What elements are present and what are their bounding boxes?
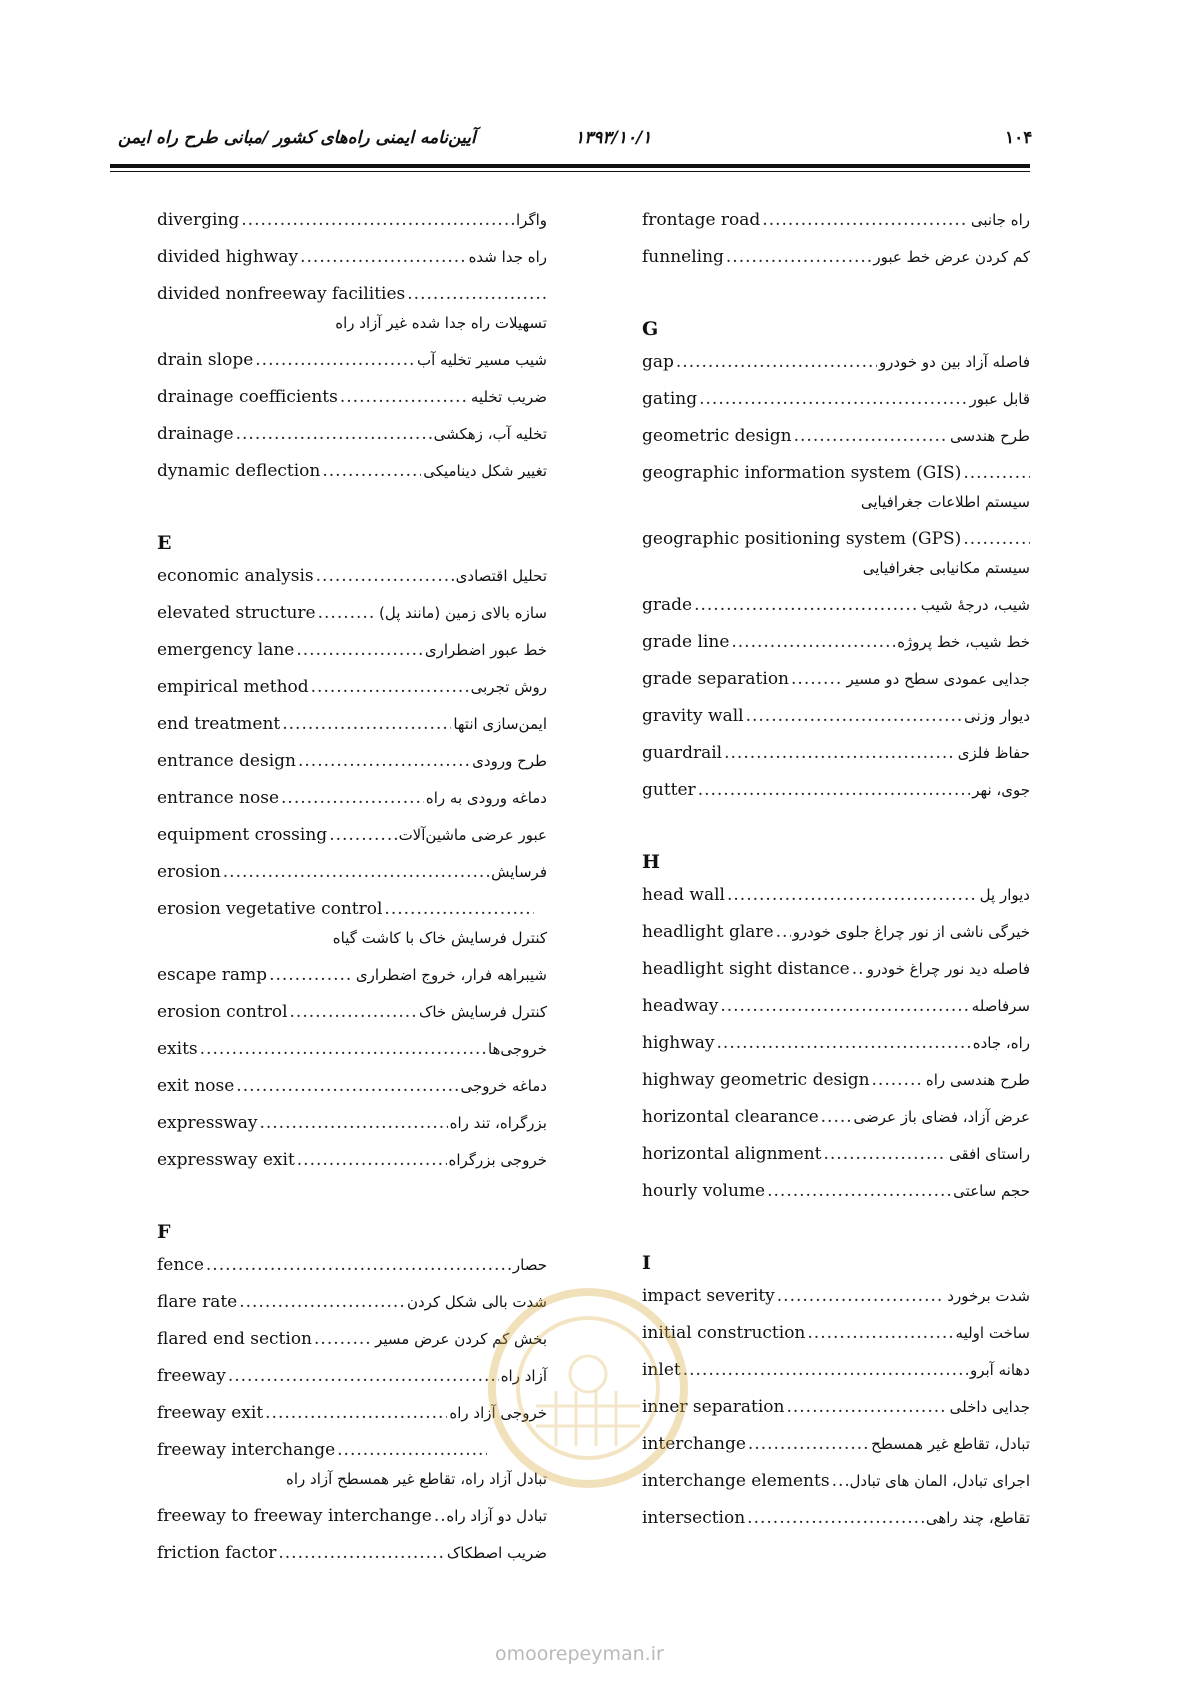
term-persian: حصار (512, 1256, 547, 1274)
term-persian: دیوار پل (979, 886, 1030, 904)
glossary-entry (157, 461, 547, 498)
glossary-entry (642, 706, 1030, 743)
glossary-entry (157, 965, 547, 1002)
term-persian: سیستم اطلاعات جغرافیایی (860, 493, 1030, 511)
leader-dots (963, 463, 1030, 483)
header-rule-thin (110, 171, 1030, 172)
term-english: expressway (157, 1113, 258, 1133)
glossary-entry (157, 788, 547, 825)
glossary-entry (157, 751, 547, 788)
term-english: geographic positioning system (GPS) (642, 529, 962, 549)
term-english: guardrail (642, 743, 723, 763)
term-persian: شیب، درجهٔ شیب (920, 596, 1030, 614)
term-persian: جدایی داخلی (949, 1398, 1030, 1416)
term-persian: تبادل، تقاطع غیر همسطح (871, 1435, 1030, 1453)
term-english: drainage coefficients (157, 387, 338, 407)
glossary-entry (157, 1292, 547, 1329)
term-english: frontage road (642, 210, 761, 230)
term-english: equipment crossing (157, 825, 328, 845)
glossary-entry (157, 714, 547, 751)
term-english: diverging (157, 210, 240, 230)
leader-dots (726, 247, 871, 267)
section-letter: I (642, 1252, 651, 1274)
glossary-entry (642, 247, 1030, 284)
term-english: head wall (642, 885, 725, 905)
term-persian: تغییر شکل دینامیکی (423, 462, 547, 480)
term-persian: سرفاصله (971, 997, 1030, 1015)
term-persian: کنترل فرسایش خاک با کاشت گیاه (332, 929, 547, 947)
glossary-entry (642, 780, 1030, 817)
leader-dots (300, 247, 466, 267)
term-persian: خروجی‌ها (487, 1040, 547, 1058)
term-persian: دیوار وزنی (964, 707, 1030, 725)
term-persian: طرح هندسی (949, 427, 1030, 445)
term-persian: راه جانبی (970, 211, 1030, 229)
leader-dots (340, 387, 469, 407)
glossary-entry (642, 1144, 1030, 1181)
term-english: gravity wall (642, 706, 744, 726)
leader-dots (206, 1255, 511, 1275)
glossary-left-column (157, 210, 547, 1580)
leader-dots (318, 603, 377, 623)
term-persian: خروجی بزرگراه (448, 1151, 547, 1169)
term-english: entrance nose (157, 788, 280, 808)
page-number: ۱۰۴ (1005, 128, 1033, 148)
term-persian: راه جدا شده (468, 248, 547, 266)
term-english: interchange (642, 1434, 746, 1454)
leader-dots (727, 885, 978, 905)
leader-dots (748, 1434, 869, 1454)
term-english: gap (642, 352, 674, 372)
term-english: flared end section (157, 1329, 313, 1349)
term-persian: فرسایش (491, 863, 547, 881)
term-english: drainage (157, 424, 234, 444)
leader-dots (322, 461, 421, 481)
term-persian: حجم ساعتی (953, 1182, 1030, 1200)
leader-dots (720, 996, 969, 1016)
term-persian: خیرگی ناشی از نور چراغ جلوی خودرو (792, 923, 1030, 941)
leader-dots (794, 426, 948, 446)
section-letter: E (157, 532, 172, 554)
term-english: interchange elements (642, 1471, 830, 1491)
glossary-entry (157, 1039, 547, 1076)
term-english: inner separation (642, 1397, 785, 1417)
leader-dots (384, 899, 534, 919)
term-english: freeway to freeway interchange (157, 1506, 432, 1526)
section-letter: G (642, 318, 659, 340)
leader-dots (296, 640, 422, 660)
glossary-entry (157, 424, 547, 461)
watermark-url: omoorepeyman.ir (495, 1643, 664, 1665)
glossary-entry (157, 899, 547, 965)
leader-dots (311, 677, 469, 697)
leader-dots (717, 1033, 971, 1053)
leader-dots (694, 595, 919, 615)
leader-dots (316, 566, 454, 586)
glossary-entry (642, 1033, 1030, 1070)
term-persian: تحلیل اقتصادی (455, 567, 547, 585)
term-english: divided nonfreeway facilities (157, 284, 406, 304)
term-persian: شیبراهه فرار، خروج اضطراری (355, 966, 547, 984)
term-english: headlight glare (642, 922, 774, 942)
section-letter: F (157, 1221, 171, 1243)
glossary-entry (157, 284, 547, 350)
term-english: grade line (642, 632, 730, 652)
glossary-entry (642, 1107, 1030, 1144)
glossary-entry (157, 1255, 547, 1292)
term-persian: دماغه ورودی به راه (425, 789, 547, 807)
glossary-entry (642, 1434, 1030, 1471)
term-persian: تقاطع، چند راهی (925, 1509, 1030, 1527)
term-persian: جدایی عمودی سطح دو مسیر (846, 670, 1030, 688)
glossary-entry (157, 1329, 547, 1366)
leader-dots (731, 632, 895, 652)
leader-dots (777, 1286, 945, 1306)
leader-dots (776, 922, 791, 942)
term-persian: تبادل آزاد راه، تقاطع غیر همسطح آزاد راه (286, 1470, 547, 1488)
glossary-entry (157, 862, 547, 899)
leader-dots (767, 1181, 951, 1201)
glossary-entry (642, 885, 1030, 922)
term-persian: راه، جاده (972, 1034, 1030, 1052)
term-english: economic analysis (157, 566, 314, 586)
term-english: horizontal alignment (642, 1144, 822, 1164)
glossary-entry (642, 1508, 1030, 1545)
term-english: funneling (642, 247, 724, 267)
leader-dots (329, 825, 396, 845)
glossary-entry (157, 210, 547, 247)
header-date: ۱۳۹۳/۱۰/۱ (575, 128, 652, 148)
glossary-entry (642, 595, 1030, 632)
term-english: elevated structure (157, 603, 316, 623)
leader-dots (872, 1070, 924, 1090)
leader-dots (832, 1471, 848, 1491)
leader-dots (746, 706, 962, 726)
term-english: dynamic deflection (157, 461, 321, 481)
term-persian: خروجی آزاد راه (449, 1404, 547, 1422)
term-persian: روش تجربی (470, 678, 547, 696)
leader-dots (269, 965, 354, 985)
leader-dots (236, 424, 432, 444)
leader-dots (236, 1076, 458, 1096)
term-english: grade separation (642, 669, 790, 689)
term-persian: کنترل فرسایش خاک (418, 1003, 547, 1021)
term-persian: طرح هندسی راه (925, 1071, 1030, 1089)
term-english: drain slope (157, 350, 254, 370)
term-persian: عرض آزاد، فضای باز عرضی (853, 1108, 1030, 1126)
glossary-entry (157, 677, 547, 714)
term-english: inlet (642, 1360, 681, 1380)
glossary-entry (157, 566, 547, 603)
leader-dots (683, 1360, 968, 1380)
term-persian: بزرگراه، تند راه (449, 1114, 547, 1132)
term-english: gutter (642, 780, 696, 800)
term-english: end treatment (157, 714, 281, 734)
glossary-entry (642, 959, 1030, 996)
glossary-entry (642, 1181, 1030, 1218)
leader-dots (852, 959, 865, 979)
leader-dots (200, 1039, 486, 1059)
term-persian: ساخت اولیه (955, 1324, 1030, 1342)
glossary-entry (642, 1471, 1030, 1508)
glossary-entry (642, 1070, 1030, 1107)
leader-dots (297, 1150, 447, 1170)
term-persian: راستای افقی (948, 1145, 1030, 1163)
glossary-entry (157, 247, 547, 284)
term-persian: حفاظ فلزی (957, 744, 1030, 762)
term-persian: ایمن‌سازی انتها (453, 715, 547, 733)
glossary-entry (642, 529, 1030, 595)
leader-dots (824, 1144, 947, 1164)
term-persian: خط عبور اضطراری (424, 641, 547, 659)
glossary-entry (157, 1403, 547, 1440)
glossary-entry (157, 1113, 547, 1150)
leader-dots (762, 210, 969, 230)
term-english: freeway exit (157, 1403, 264, 1423)
leader-dots (265, 1403, 447, 1423)
term-persian: آزاد راه (500, 1367, 547, 1385)
glossary-right-column (642, 210, 1030, 1545)
glossary-entry (642, 1360, 1030, 1397)
term-persian: جوی، نهر (972, 781, 1030, 799)
term-english: entrance design (157, 751, 296, 771)
term-persian: تخلیه آب، زهکشی (433, 425, 547, 443)
term-persian: خط شیب، خط پروژه (897, 633, 1030, 651)
term-english: gating (642, 389, 698, 409)
term-persian: فاصله دید نور چراغ خودرو (866, 960, 1030, 978)
glossary-entry (642, 996, 1030, 1033)
term-persian: تبادل دو آزاد راه (446, 1507, 547, 1525)
leader-dots (278, 1543, 444, 1563)
term-english: empirical method (157, 677, 309, 697)
term-english: intersection (642, 1508, 746, 1528)
glossary-entry (157, 1543, 547, 1580)
term-english: headlight sight distance (642, 959, 850, 979)
term-persian: دهانه آبرو (969, 1361, 1030, 1379)
glossary-entry (642, 669, 1030, 706)
section-letter: H (642, 851, 660, 873)
term-english: exit nose (157, 1076, 235, 1096)
term-english: fence (157, 1255, 204, 1275)
glossary-entry (157, 1150, 547, 1187)
glossary-entry (642, 210, 1030, 247)
term-persian: شیب مسیر تخلیه آب (416, 351, 547, 369)
term-english: grade (642, 595, 693, 615)
leader-dots (298, 751, 470, 771)
term-persian: شدت بالی شکل کردن (406, 1293, 547, 1311)
glossary-entry (642, 352, 1030, 389)
leader-dots (698, 780, 971, 800)
term-english: divided highway (157, 247, 299, 267)
term-persian: سیستم مکانیابی جغرافیایی (862, 559, 1030, 577)
leader-dots (791, 669, 844, 689)
glossary-entry (157, 1366, 547, 1403)
glossary-entry (157, 640, 547, 677)
header-title: آیین‌نامه ایمنی راه‌های کشور /مبانی طرح راه ایمن (118, 128, 476, 148)
term-english: highway (642, 1033, 715, 1053)
term-english: freeway (157, 1366, 226, 1386)
term-persian: تسهیلات راه جدا شده غیر آزاد راه (335, 314, 547, 332)
leader-dots (255, 350, 415, 370)
leader-dots (228, 1366, 499, 1386)
term-english: geometric design (642, 426, 792, 446)
glossary-entry (642, 1286, 1030, 1323)
term-english: escape ramp (157, 965, 268, 985)
term-english: erosion (157, 862, 221, 882)
term-english: flare rate (157, 1292, 238, 1312)
leader-dots (241, 210, 514, 230)
leader-dots (724, 743, 956, 763)
term-persian: سازه بالای زمین (مانند پل) (379, 604, 547, 622)
leader-dots (676, 352, 877, 372)
leader-dots (282, 714, 451, 734)
glossary-entry (157, 387, 547, 424)
leader-dots (281, 788, 424, 808)
term-english: headway (642, 996, 719, 1016)
term-english: friction factor (157, 1543, 277, 1563)
term-english: highway geometric design (642, 1070, 870, 1090)
leader-dots (807, 1323, 953, 1343)
term-persian: بخش کم کردن عرض مسیر (375, 1330, 547, 1348)
term-persian: دماغه خروجی (460, 1077, 547, 1095)
leader-dots (747, 1508, 924, 1528)
leader-dots (407, 284, 547, 304)
glossary-entry (157, 1506, 547, 1543)
glossary-entry (642, 922, 1030, 959)
term-persian: اجرای تبادل، المان های تبادل (849, 1472, 1030, 1490)
term-persian: ضریب تخلیه (470, 388, 547, 406)
term-english: geographic information system (GIS) (642, 463, 962, 483)
glossary-entry (157, 1002, 547, 1039)
leader-dots (314, 1329, 373, 1349)
glossary-entry (642, 1323, 1030, 1360)
glossary-entry (157, 603, 547, 640)
glossary-entry (157, 1440, 547, 1506)
header-rule-thick (110, 164, 1030, 168)
term-persian: عبور عرضی ماشین‌آلات (398, 826, 547, 844)
glossary-entry (642, 1397, 1030, 1434)
term-persian: کم کردن عرض خط عبور (873, 248, 1030, 266)
leader-dots (290, 1002, 417, 1022)
glossary-entry (157, 350, 547, 387)
glossary-entry (642, 389, 1030, 426)
leader-dots (434, 1506, 445, 1526)
leader-dots (337, 1440, 487, 1460)
leader-dots (786, 1397, 947, 1417)
glossary-entry (642, 743, 1030, 780)
term-persian: فاصله آزاد بین دو خودرو (878, 353, 1030, 371)
leader-dots (699, 389, 967, 409)
term-english: exits (157, 1039, 198, 1059)
leader-dots (821, 1107, 852, 1127)
term-english: erosion vegetative control (157, 899, 383, 919)
term-english: erosion control (157, 1002, 288, 1022)
glossary-entry (642, 463, 1030, 529)
term-persian: قابل عبور (969, 390, 1030, 408)
glossary-entry (157, 825, 547, 862)
term-english: expressway exit (157, 1150, 295, 1170)
term-english: impact severity (642, 1286, 775, 1306)
term-persian: طرح ورودی (472, 752, 547, 770)
term-persian: واگرا (516, 211, 547, 229)
leader-dots (963, 529, 1030, 549)
leader-dots (223, 862, 489, 882)
term-english: freeway interchange (157, 1440, 336, 1460)
term-english: emergency lane (157, 640, 295, 660)
leader-dots (239, 1292, 405, 1312)
glossary-entry (642, 632, 1030, 669)
leader-dots (259, 1113, 447, 1133)
term-english: initial construction (642, 1323, 806, 1343)
term-persian: ضریب اصطکاک (446, 1544, 547, 1562)
term-english: hourly volume (642, 1181, 766, 1201)
glossary-entry (642, 426, 1030, 463)
glossary-entry (157, 1076, 547, 1113)
term-persian: شدت برخورد (947, 1287, 1030, 1305)
term-english: horizontal clearance (642, 1107, 819, 1127)
